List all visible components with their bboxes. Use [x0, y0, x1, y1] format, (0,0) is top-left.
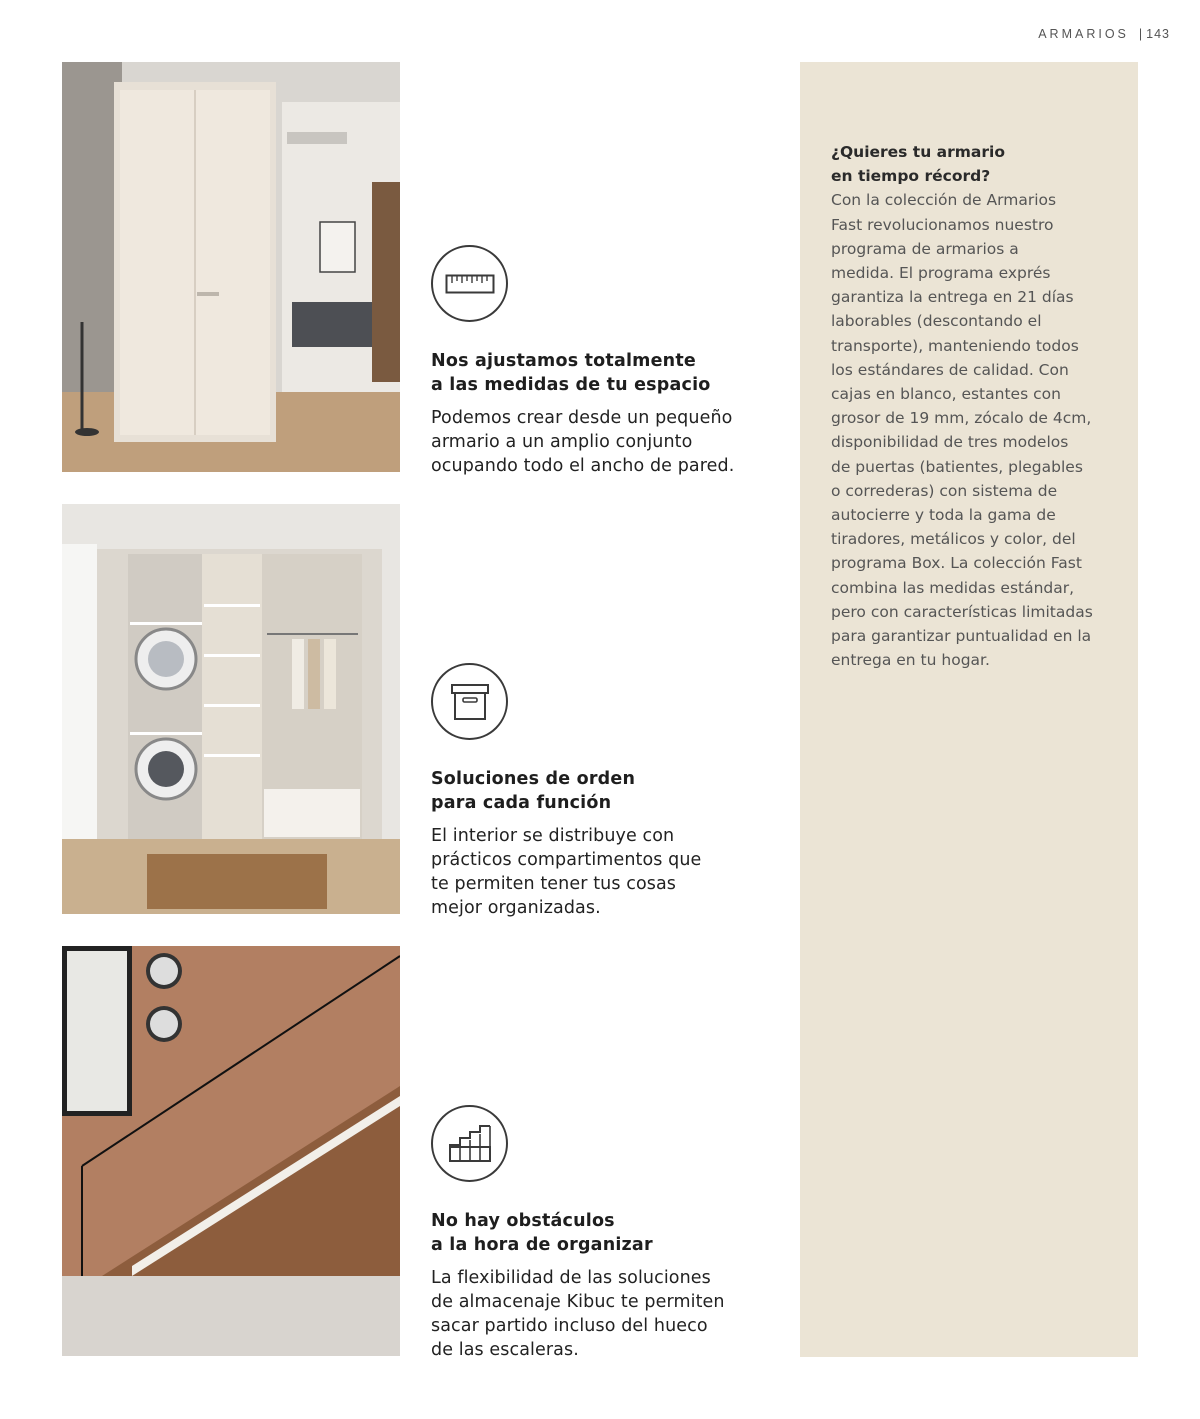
- feature-order-solutions: [431, 663, 771, 920]
- page-header: [1038, 27, 1170, 41]
- section-label: ARMARIOS: [1038, 27, 1129, 41]
- panel-body: Con la colección de Armarios Fast revolucionamos nuestro programa de armarios a medida. El programa exprés garantiza la entrega en 21 días laborables (descontando el transporte), manteniendo todos los estándares de calidad. Con cajas en blanco, estantes con grosor de 19 mm, zócalo de 4cm, disponibilidad de tres modelos de puertas (batientes, plegables o correderas) con sistema de autocierre y toda la gama de tiradores, metálicos y color, del programa Box. La colección Fast combina las medidas estándar, pero con características limitadas para garantizar puntualidad en la entrega en tu hogar.: [831, 191, 1093, 670]
- feature-title: Soluciones de orden para cada función: [431, 769, 636, 813]
- feature-body: La flexibilidad de las soluciones de almacenaje Kibuc te permiten sacar partido incluso del hueco de las escaleras.: [431, 1268, 725, 1360]
- under-stair-storage-photo: [62, 946, 400, 1356]
- wardrobe-room-photo: [62, 62, 400, 472]
- ruler-icon: [431, 245, 508, 322]
- fast-collection-panel: [800, 62, 1138, 1357]
- feature-fit-measurements: [431, 245, 771, 478]
- stairs-icon: [431, 1105, 508, 1182]
- feature-title: No hay obstáculos a la hora de organizar: [431, 1211, 653, 1255]
- feature-stair-storage: [431, 1105, 771, 1362]
- feature-body: El interior se distribuye con prácticos compartimentos que te permiten tener tus cosas mejor organizadas.: [431, 826, 702, 918]
- feature-body: Podemos crear desde un pequeño armario a un amplio conjunto ocupando todo el ancho de pared.: [431, 408, 735, 476]
- storage-box-icon: [431, 663, 508, 740]
- panel-title: ¿Quieres tu armario en tiempo récord?: [831, 143, 1005, 186]
- feature-title: Nos ajustamos totalmente a las medidas de tu espacio: [431, 351, 711, 395]
- laundry-storage-photo: [62, 504, 400, 914]
- header-separator: |: [1138, 27, 1143, 41]
- page-number: 143: [1146, 27, 1170, 41]
